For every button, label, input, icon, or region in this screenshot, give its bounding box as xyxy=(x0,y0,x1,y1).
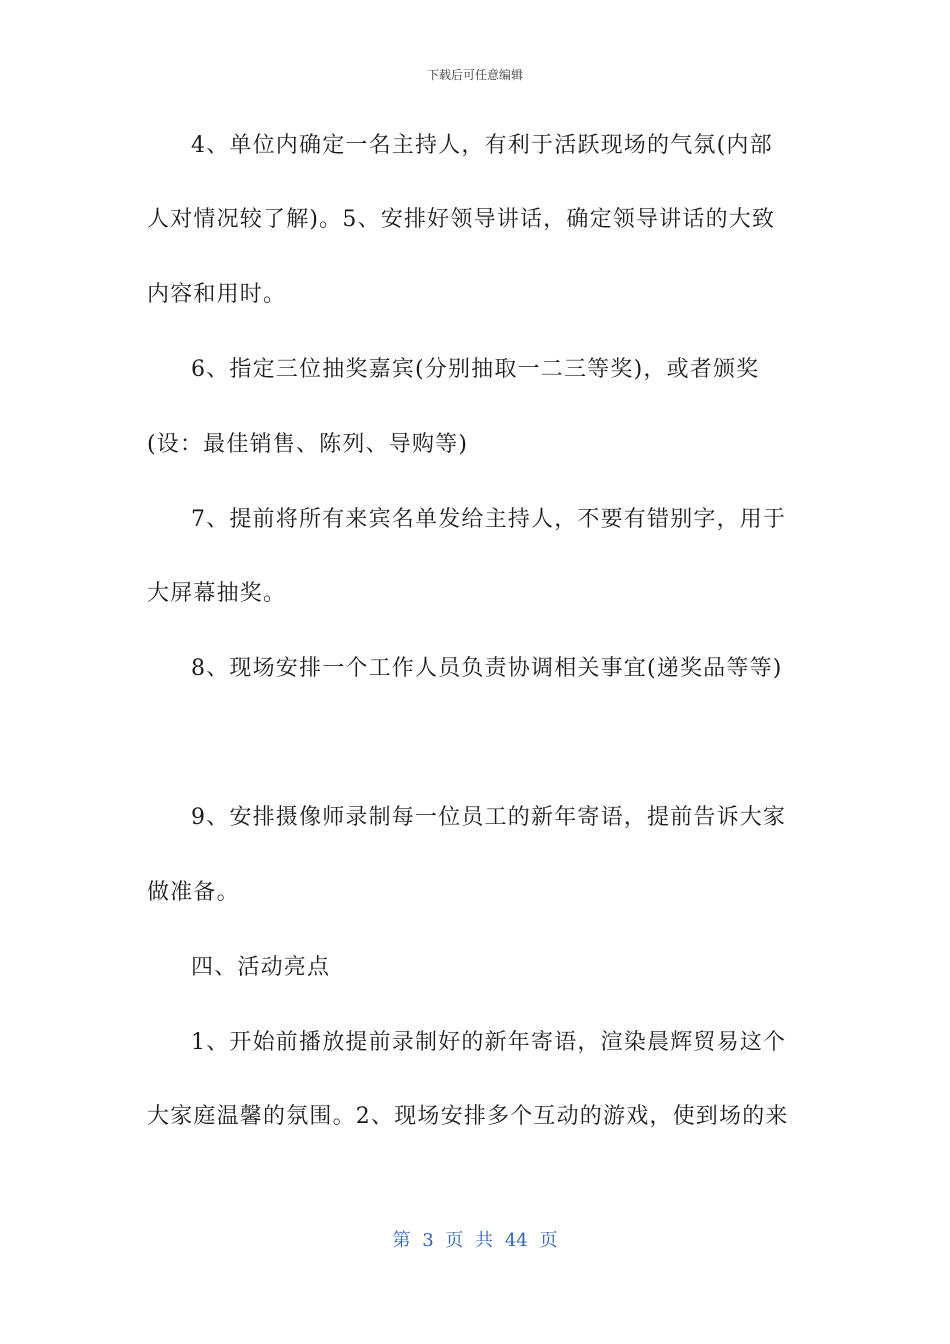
page-number-footer: 第 3 页 共 44 页 xyxy=(392,1230,558,1251)
paragraph-line: 大家庭温馨的氛围。2、现场安排多个互动的游戏，使到场的来 xyxy=(147,1104,789,1129)
paragraph-line: (设：最佳销售、陈列、导购等) xyxy=(147,432,469,457)
paragraph-line: 做准备。 xyxy=(147,880,240,905)
paragraph-line: 7、提前将所有来宾名单发给主持人，不要有错别字，用于 xyxy=(191,507,787,532)
section-heading: 四、活动亮点 xyxy=(191,955,331,980)
paragraph-line: 9、安排摄像师录制每一位员工的新年寄语，提前告诉大家 xyxy=(191,805,787,830)
paragraph-line: 6、指定三位抽奖嘉宾(分别抽取一二三等奖)，或者颁奖 xyxy=(191,357,760,382)
paragraph-line: 大屏幕抽奖。 xyxy=(147,581,287,606)
paragraph-line: 人对情况较了解)。5、安排好领导讲话，确定领导讲话的大致 xyxy=(147,207,776,232)
paragraph-line: 4、单位内确定一名主持人，有利于活跃现场的气氛(内部 xyxy=(191,133,773,158)
header-note: 下载后可任意编辑 xyxy=(426,68,523,82)
paragraph-line: 1、开始前播放提前录制好的新年寄语，渲染晨辉贸易这个 xyxy=(191,1030,787,1055)
paragraph-line: 内容和用时。 xyxy=(147,282,287,307)
paragraph-line: 8、现场安排一个工作人员负责协调相关事宜(递奖品等等) xyxy=(191,656,783,681)
